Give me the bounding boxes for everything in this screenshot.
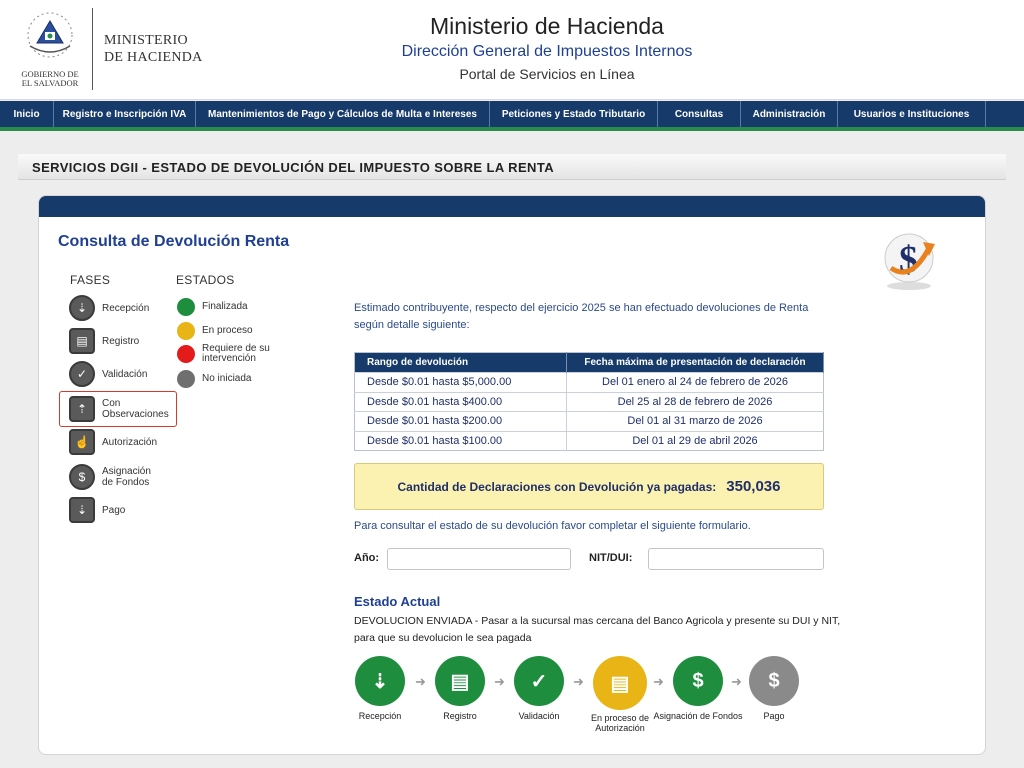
paid-count-value: 350,036 xyxy=(726,478,781,495)
consulta-panel xyxy=(38,195,986,755)
nit-label: NIT/DUI: xyxy=(589,552,633,564)
step-label: En proceso de Autorización xyxy=(590,713,650,733)
estado-finalizada xyxy=(177,298,248,316)
status-dot-yellow xyxy=(177,322,195,340)
fase-recepcion xyxy=(69,293,189,323)
step-label: Pago xyxy=(763,711,785,721)
page-title: Ministerio de Hacienda xyxy=(430,13,664,39)
cabinet-icon: ▤ xyxy=(69,328,95,354)
table-header: Rango de devolución xyxy=(355,353,567,373)
form-note: Para consultar el estado de su devolución favor completar el siguiente formulario. xyxy=(354,520,751,532)
main-nav xyxy=(0,101,1024,131)
table-cell: Desde $0.01 hasta $400.00 xyxy=(355,392,567,412)
panel-top-bar xyxy=(39,196,986,217)
paid-count-box xyxy=(354,463,824,510)
nav-item-mantenimientos[interactable]: Mantenimientos de Pago y Cálculos de Multa e Intereses xyxy=(196,101,490,127)
step-label: Recepción xyxy=(358,711,402,721)
paid-count-label: Cantidad de Declaraciones con Devolución ya pagadas: xyxy=(397,479,717,494)
table-header-row xyxy=(355,353,824,373)
cabinet-icon: ▤ xyxy=(435,656,485,706)
estado-label: Finalizada xyxy=(202,301,248,312)
fase-label: Con Observaciones xyxy=(102,398,169,420)
fases-heading: FASES xyxy=(70,273,111,287)
logo-sub-line: GOBIERNO DE xyxy=(21,69,79,79)
logo-text-line: DE HACIENDA xyxy=(104,50,203,65)
arrow-right-icon: ➜ xyxy=(573,674,584,689)
portal-name: Portal de Servicios en Línea xyxy=(459,66,635,82)
table-cell: Desde $0.01 hasta $100.00 xyxy=(355,431,567,451)
refund-dollar-icon xyxy=(877,228,941,292)
intro-text: Estimado contribuyente, respecto del ejercicio 2025 se han efectuado devoluciones de Renta según detalle siguiente: xyxy=(354,302,809,331)
section-title: SERVICIOS DGII - ESTADO DE DEVOLUCIÓN DEL IMPUESTO SOBRE LA RENTA xyxy=(32,160,554,175)
step-autorizacion xyxy=(575,656,665,733)
table-cell: Desde $0.01 hasta $200.00 xyxy=(355,412,567,432)
page-subtitle: Dirección General de Impuestos Internos xyxy=(401,43,693,60)
arrow-right-icon: ➜ xyxy=(653,674,664,689)
arrow-right-icon: ➜ xyxy=(494,674,505,689)
logo-text xyxy=(104,32,203,66)
table-cell: Desde $0.01 hasta $5,000.00 xyxy=(355,373,567,393)
estado-no-iniciada xyxy=(177,370,251,388)
refund-table xyxy=(354,352,824,451)
fase-con-observaciones xyxy=(69,394,189,424)
cabinet-icon: ▤ xyxy=(593,656,647,710)
estado-label: En proceso xyxy=(202,325,253,336)
check-icon: ✓ xyxy=(69,361,95,387)
fase-label: Asignación de Fondos xyxy=(102,466,151,488)
estado-actual-heading: Estado Actual xyxy=(354,594,441,609)
arrow-right-icon: ➜ xyxy=(731,674,742,689)
table-cell: Del 01 al 31 marzo de 2026 xyxy=(567,412,824,432)
fase-label: Recepción xyxy=(102,302,150,314)
table-row xyxy=(355,373,824,393)
fase-label: Autorización xyxy=(102,436,158,448)
fase-label: Pago xyxy=(102,504,126,516)
thumbs-up-icon: ☝ xyxy=(69,429,95,455)
fase-label: Registro xyxy=(102,335,140,347)
table-row xyxy=(355,412,824,432)
table-row xyxy=(355,431,824,451)
step-registro xyxy=(415,656,505,721)
nav-item-inicio[interactable]: Inicio xyxy=(0,101,54,127)
arrow-right-icon: ➜ xyxy=(415,674,426,689)
inbox-icon: ⇣ xyxy=(69,497,95,523)
nav-item-consultas[interactable]: Consultas xyxy=(658,101,741,127)
step-recepcion xyxy=(335,656,425,721)
status-dot-gray xyxy=(177,370,195,388)
nit-dui-input[interactable] xyxy=(648,548,824,570)
logo-sub-line: EL SALVADOR xyxy=(21,78,79,88)
panel-heading: Consulta de Devolución Renta xyxy=(58,233,290,250)
logo-text-line: MINISTERIO xyxy=(104,33,188,48)
fase-autorizacion xyxy=(69,427,189,457)
table-row xyxy=(355,392,824,412)
estados-heading: ESTADOS xyxy=(176,273,235,287)
step-pago xyxy=(729,656,819,721)
logo-divider xyxy=(92,8,93,90)
fase-asignacion xyxy=(69,462,189,492)
nav-item-usuarios[interactable]: Usuarios e Instituciones xyxy=(838,101,986,127)
estado-label: Requiere de su intervención xyxy=(202,343,270,364)
step-validacion xyxy=(494,656,584,721)
svg-text:$: $ xyxy=(899,239,918,281)
step-label: Registro xyxy=(443,711,477,721)
estado-label: No iniciada xyxy=(202,373,252,384)
money-bag-icon: $ xyxy=(673,656,723,706)
step-label: Asignación de Fondos xyxy=(653,711,743,721)
estado-requiere xyxy=(177,344,272,364)
site-header xyxy=(0,0,1024,100)
table-cell: Del 25 al 28 de febrero de 2026 xyxy=(567,392,824,412)
status-dot-red xyxy=(177,345,195,363)
upload-icon: ⇡ xyxy=(69,396,95,422)
inbox-icon: ⇣ xyxy=(355,656,405,706)
anio-input[interactable] xyxy=(387,548,571,570)
nav-item-administracion[interactable]: Administración xyxy=(741,101,838,127)
fase-label: Validación xyxy=(102,368,148,380)
fase-registro xyxy=(69,326,189,356)
money-bag-icon: $ xyxy=(69,464,95,490)
nav-item-registro-iva[interactable]: Registro e Inscripción IVA xyxy=(54,101,196,127)
estado-actual-description: DEVOLUCION ENVIADA - Pasar a la sucursal mas cercana del Banco Agricola y presente su DUI y NIT, para que su devolucion le sea pagada xyxy=(354,615,841,644)
cash-icon: $ xyxy=(749,656,799,706)
inbox-icon: ⇣ xyxy=(69,295,95,321)
table-cell: Del 01 al 29 de abril 2026 xyxy=(567,431,824,451)
check-icon: ✓ xyxy=(514,656,564,706)
nav-item-peticiones[interactable]: Peticiones y Estado Tributario xyxy=(490,101,658,127)
estado-en-proceso xyxy=(177,322,253,340)
ministry-logo[interactable] xyxy=(14,8,94,92)
table-cell: Del 01 enero al 24 de febrero de 2026 xyxy=(567,373,824,393)
fase-pago xyxy=(69,495,189,525)
step-label: Validación xyxy=(518,711,560,721)
fase-validacion xyxy=(69,359,189,389)
table-header: Fecha máxima de presentación de declaración xyxy=(567,353,824,373)
section-bar xyxy=(18,154,1006,180)
coat-of-arms-icon xyxy=(14,8,86,68)
title-block xyxy=(330,12,764,84)
status-dot-green xyxy=(177,298,195,316)
anio-label: Año: xyxy=(354,552,380,564)
